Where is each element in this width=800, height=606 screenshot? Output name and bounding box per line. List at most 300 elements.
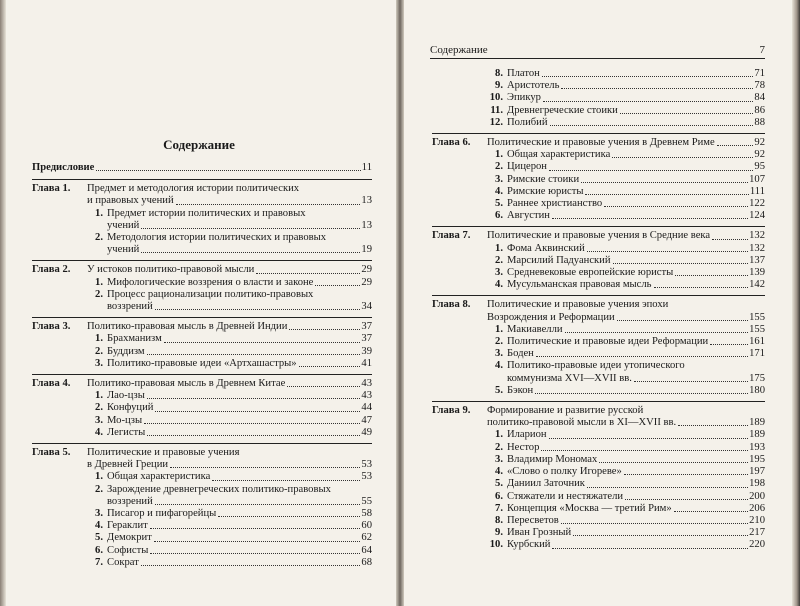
right-chapters [432, 133, 765, 552]
toc-section-entry [87, 277, 372, 289]
section-last-line [107, 415, 372, 427]
leader-dots [625, 499, 748, 500]
section-text [507, 466, 765, 478]
section-last-line [107, 520, 372, 532]
section-last-line [107, 390, 372, 402]
chapter-heading [32, 378, 372, 390]
chapter-title-last-line [487, 312, 765, 324]
toc-section-entry [487, 117, 765, 129]
leader-dots [141, 565, 361, 566]
toc-section-entry [487, 80, 765, 92]
section-text [107, 415, 372, 427]
section-page: 60 [361, 520, 372, 532]
section-page: 43 [361, 390, 372, 402]
section-line: Зарождение древнегреческих политико-правовых [107, 483, 331, 495]
leader-dots [141, 228, 360, 229]
section-page: 180 [749, 384, 765, 396]
section-line: учений [107, 244, 140, 256]
leader-dots [552, 548, 748, 549]
leader-dots [256, 273, 360, 274]
section-line: Римские юристы [507, 185, 584, 197]
section-number: 4. [95, 426, 103, 438]
section-last-line [507, 255, 765, 267]
section-last-line [107, 496, 372, 508]
toc-section-entry [487, 491, 765, 503]
section-page: 217 [749, 527, 765, 539]
section-last-line [507, 336, 765, 348]
chapter-title-page: 53 [361, 459, 372, 471]
section-last-line [507, 385, 765, 397]
toc-section-entry [87, 471, 372, 483]
section-line: Брахманизм [107, 333, 162, 345]
leader-dots [536, 356, 748, 357]
section-page: 29 [361, 276, 372, 288]
toc-section-entry [87, 532, 372, 544]
toc-chapter-entry [32, 179, 372, 256]
section-line: Писагор и пифагорейцы [107, 508, 217, 520]
section-text [107, 232, 372, 256]
chapter-title-line: в Древней Греции [87, 459, 169, 471]
toc-section-entry [487, 442, 765, 454]
section-text [507, 527, 765, 539]
section-last-line [507, 324, 765, 336]
toc-section-entry [487, 161, 765, 173]
chapter-title-last-line [487, 417, 765, 429]
chapter-title-line: политико-правовой мысли в XI—XVII вв. [487, 417, 677, 429]
section-line: Сократ [107, 556, 139, 568]
section-line: Демокрит [107, 532, 152, 544]
section-page: 139 [749, 267, 765, 279]
leader-dots [176, 204, 361, 205]
chapter-title-line: Политико-правовая мысль в Древнем Китае [87, 378, 286, 390]
chapter-label: Глава 7. [432, 230, 471, 242]
toc-section-entry [87, 333, 372, 345]
section-number: 5. [95, 532, 103, 544]
section-page: 197 [749, 466, 765, 478]
section-line: Нестор [507, 441, 540, 453]
section-page: 171 [749, 348, 765, 360]
leader-dots [674, 511, 748, 512]
chapter-title-line: Предмет и методология истории политических [87, 183, 300, 195]
section-text [507, 174, 765, 186]
leader-dots [155, 309, 361, 310]
leader-dots [144, 423, 360, 424]
section-page: 44 [361, 402, 372, 414]
section-text [507, 348, 765, 360]
section-number: 2. [495, 161, 503, 173]
chapter-title-line: Политико-правовая мысль в Древней Индии [87, 321, 288, 333]
toc-section-entry [487, 186, 765, 198]
chapter-title-last-line [87, 459, 372, 471]
leader-dots [147, 398, 361, 399]
toc-section-entry [487, 336, 765, 348]
section-page: 64 [361, 544, 372, 556]
chapter-title-text [87, 264, 372, 276]
section-last-line [507, 429, 765, 441]
chapter-heading [432, 405, 765, 429]
leader-dots [542, 76, 754, 77]
section-number: 2. [95, 345, 103, 357]
chapter-5-continuation [432, 68, 765, 129]
leader-dots [678, 425, 748, 426]
section-number: 3. [495, 453, 503, 465]
section-text [107, 471, 372, 483]
leader-dots [710, 344, 748, 345]
section-last-line [507, 279, 765, 291]
section-number: 5. [495, 478, 503, 490]
toc-section-entry [87, 390, 372, 402]
leader-dots [315, 285, 360, 286]
section-page: 132 [749, 242, 765, 254]
leader-dots [624, 474, 748, 475]
section-page: 155 [749, 323, 765, 335]
leader-dots [561, 523, 748, 524]
leader-dots [164, 342, 361, 343]
section-line: Общая характеристика [107, 471, 211, 483]
preface-title: Предисловие [32, 162, 95, 173]
section-last-line [107, 508, 372, 520]
section-number: 3. [95, 357, 103, 369]
section-page: 95 [754, 161, 765, 173]
section-line: Софисты [107, 544, 149, 556]
section-page: 37 [361, 333, 372, 345]
section-text [107, 333, 372, 345]
leader-dots [634, 381, 748, 382]
toc-section-entry [487, 255, 765, 267]
section-number: 6. [495, 210, 503, 222]
toc-section-entry [487, 198, 765, 210]
section-line: Эпикур [507, 92, 541, 104]
leader-dots [581, 182, 748, 183]
section-line: Владимир Мономах [507, 453, 598, 465]
toc-section-entry [487, 478, 765, 490]
leader-dots [289, 329, 360, 330]
section-line: Предмет истории политических и правовых [107, 207, 306, 219]
section-text [507, 243, 765, 255]
leader-dots [549, 438, 749, 439]
section-page: 55 [361, 495, 372, 507]
section-page: 200 [749, 490, 765, 502]
toc-left-column [32, 162, 372, 573]
leader-dots [150, 528, 361, 529]
toc-section-entry [487, 267, 765, 279]
section-last-line [507, 478, 765, 490]
toc-section-entry [487, 210, 765, 222]
section-line: Макиавелли [507, 323, 563, 335]
chapter-title-page: 189 [749, 417, 765, 429]
section-last-line [507, 186, 765, 198]
toc-section-entry [487, 454, 765, 466]
section-line: Аристотель [507, 80, 560, 92]
toc-section-entry [487, 324, 765, 336]
section-last-line [107, 557, 372, 569]
section-last-line [507, 348, 765, 360]
section-line: Римские стоики [507, 173, 580, 185]
toc-section-entry [87, 427, 372, 439]
leader-dots [654, 287, 749, 288]
section-line: Конфуций [107, 402, 154, 414]
leader-dots [620, 113, 754, 114]
section-last-line [507, 161, 765, 173]
toc-section-entry [87, 545, 372, 557]
section-page: 71 [754, 68, 765, 79]
section-last-line [507, 539, 765, 551]
section-line: Даниил Заточник [507, 478, 585, 490]
toc-section-entry [87, 484, 372, 508]
chapter-title-text [87, 183, 372, 207]
section-text [507, 149, 765, 161]
section-line: Гераклит [107, 520, 148, 532]
section-page: 142 [749, 279, 765, 291]
section-line: Боден [507, 348, 534, 360]
chapter-heading [432, 137, 765, 149]
chapter-title-last-line [87, 378, 372, 390]
section-number: 4. [495, 185, 503, 197]
section-number: 7. [495, 502, 503, 514]
leader-dots [717, 145, 754, 146]
toc-section-entry [87, 557, 372, 569]
leader-dots [712, 239, 748, 240]
section-page: 175 [749, 372, 765, 384]
chapter-heading [432, 299, 765, 323]
section-line: Полибий [507, 116, 548, 128]
section-number: 4. [495, 466, 503, 478]
section-last-line [107, 346, 372, 358]
chapter-title-line: Политические и правовые учения в Средние века [487, 230, 711, 242]
toc-chapter-entry [432, 401, 765, 551]
running-head-title: Содержание [430, 44, 488, 56]
section-number: 2. [495, 254, 503, 266]
toc-section-entry [487, 68, 765, 80]
section-page: 47 [361, 414, 372, 426]
section-text [107, 520, 372, 532]
section-last-line [507, 92, 765, 104]
section-number: 2. [95, 402, 103, 414]
chapter-heading [32, 447, 372, 471]
section-last-line [107, 402, 372, 414]
chapter-title-line: и правовых учений [87, 195, 174, 207]
section-page: 193 [749, 441, 765, 453]
section-number: 5. [495, 198, 503, 210]
leader-dots [147, 354, 361, 355]
chapter-title-text [87, 447, 372, 471]
section-number: 4. [95, 520, 103, 532]
section-line: Методология истории политических и правовых [107, 232, 327, 244]
toc-chapter-entry [432, 133, 765, 222]
leader-dots [541, 450, 748, 451]
section-number: 1. [95, 276, 103, 288]
section-number: 7. [95, 556, 103, 568]
toc-section-entry [87, 402, 372, 414]
leader-dots [150, 553, 360, 554]
section-page: 41 [361, 357, 372, 369]
section-line: Иларион [507, 429, 547, 441]
section-text [507, 503, 765, 515]
section-last-line [507, 68, 765, 80]
section-number: 10. [489, 92, 503, 104]
section-line: Мусульманская правовая мысль [507, 279, 652, 291]
leader-dots [96, 170, 360, 171]
section-text [507, 92, 765, 104]
leader-dots [535, 393, 748, 394]
leader-dots [155, 504, 361, 505]
leader-dots [154, 541, 361, 542]
chapter-title-line: Возрождения и Реформации [487, 311, 615, 323]
section-number: 11. [490, 104, 503, 116]
chapter-label: Глава 6. [432, 137, 471, 149]
section-number: 12. [489, 116, 503, 128]
section-line: коммунизма XVI—XVII вв. [507, 372, 632, 384]
toc-section-entry [87, 232, 372, 256]
leader-dots [587, 487, 748, 488]
section-number: 1. [95, 207, 103, 219]
right-page-edge [792, 0, 800, 606]
section-number: 1. [95, 390, 103, 402]
book-gutter [396, 0, 404, 606]
section-last-line [107, 427, 372, 439]
section-line: Общая характеристика [507, 149, 611, 161]
section-text [507, 279, 765, 291]
section-text [507, 515, 765, 527]
leader-dots [585, 194, 748, 195]
section-line: Платон [507, 68, 540, 79]
section-number: 4. [495, 279, 503, 291]
section-text [107, 557, 372, 569]
running-head [430, 44, 765, 59]
leader-dots [299, 366, 361, 367]
section-text [507, 385, 765, 397]
chapter-title-page: 132 [749, 230, 765, 242]
section-number: 5. [495, 384, 503, 396]
section-line: Лао-цзы [107, 390, 145, 402]
section-last-line [507, 117, 765, 129]
section-page: 68 [361, 556, 372, 568]
section-line: Мифологические воззрения о власти и законе [107, 276, 314, 288]
leader-dots [170, 467, 360, 468]
section-line: воззрений [107, 301, 153, 313]
section-page: 161 [749, 336, 765, 348]
preface-page: 11 [361, 162, 372, 173]
toc-section-entry [487, 348, 765, 360]
section-number: 8. [495, 68, 503, 79]
section-line: Средневековые европейские юристы [507, 267, 674, 279]
section-number: 3. [495, 348, 503, 360]
toc-preface-entry [32, 162, 372, 174]
section-text [107, 358, 372, 370]
section-page: 58 [361, 508, 372, 520]
section-line: Бэкон [507, 384, 534, 396]
toc-chapter-entry [32, 317, 372, 370]
toc-chapter-entry [432, 295, 765, 397]
section-text [507, 117, 765, 129]
section-number: 9. [495, 80, 503, 92]
section-last-line [107, 545, 372, 557]
section-number: 6. [495, 490, 503, 502]
section-number: 3. [95, 508, 103, 520]
chapter-title-last-line [487, 230, 765, 242]
chapter-title-text [87, 378, 372, 390]
section-line: Концепция «Москва — третий Рим» [507, 502, 672, 514]
chapter-title-last-line [487, 137, 765, 149]
toc-right-column [432, 68, 765, 556]
section-text [107, 508, 372, 520]
section-text [507, 539, 765, 551]
chapter-label: Глава 9. [432, 405, 471, 417]
section-text [107, 484, 372, 508]
section-number: 8. [495, 514, 503, 526]
leader-dots [550, 125, 754, 126]
leader-dots [218, 516, 360, 517]
section-text [107, 208, 372, 232]
section-number: 3. [495, 267, 503, 279]
leader-dots [212, 480, 360, 481]
chapter-label: Глава 3. [32, 321, 71, 333]
toc-section-entry [487, 385, 765, 397]
chapter-title-page: 37 [361, 321, 372, 333]
left-chapters [32, 179, 372, 569]
section-last-line [107, 244, 372, 256]
section-line: Легисты [107, 426, 146, 438]
section-line: Августин [507, 210, 550, 222]
section-last-line [507, 243, 765, 255]
section-line: Политические и правовые идеи Реформации [507, 336, 709, 348]
leader-dots [155, 411, 360, 412]
section-page: 189 [749, 429, 765, 441]
section-page: 49 [361, 426, 372, 438]
chapter-label: Глава 1. [32, 183, 71, 195]
chapter-title-line: Политические и правовые учения в Древнем Риме [487, 137, 715, 149]
section-last-line [507, 174, 765, 186]
chapter-title-text [87, 321, 372, 333]
section-page: 19 [361, 244, 372, 256]
leader-dots [565, 332, 749, 333]
section-page: 84 [754, 92, 765, 104]
chapter-title-line: Политические и правовые учения [87, 447, 240, 459]
section-last-line [507, 491, 765, 503]
chapter-title-last-line [87, 195, 372, 207]
leader-dots [587, 251, 748, 252]
chapter-heading [32, 264, 372, 276]
chapter-title-text [487, 137, 765, 149]
chapter-title-page: 155 [749, 311, 765, 323]
leader-dots [287, 386, 360, 387]
chapter-heading [32, 183, 372, 207]
section-page: 137 [749, 254, 765, 266]
section-page: 206 [749, 502, 765, 514]
chapter-label: Глава 8. [432, 299, 471, 311]
section-text [107, 427, 372, 439]
section-number: 1. [495, 323, 503, 335]
section-last-line [507, 454, 765, 466]
leader-dots [604, 206, 748, 207]
section-page: 34 [361, 301, 372, 313]
section-line: Мо-цзы [107, 414, 143, 426]
chapter-title-line: У истоков политико-правовой мысли [87, 264, 255, 276]
section-page: 195 [749, 453, 765, 465]
toc-section-entry [487, 429, 765, 441]
section-text [107, 277, 372, 289]
toc-chapter-entry [32, 443, 372, 569]
section-number: 2. [95, 288, 103, 300]
section-text [507, 198, 765, 210]
section-last-line [107, 277, 372, 289]
section-text [507, 68, 765, 80]
section-page: 124 [749, 210, 765, 222]
toc-chapter-entry [32, 260, 372, 313]
section-page: 39 [361, 345, 372, 357]
section-number: 1. [495, 429, 503, 441]
leader-dots [543, 101, 753, 102]
